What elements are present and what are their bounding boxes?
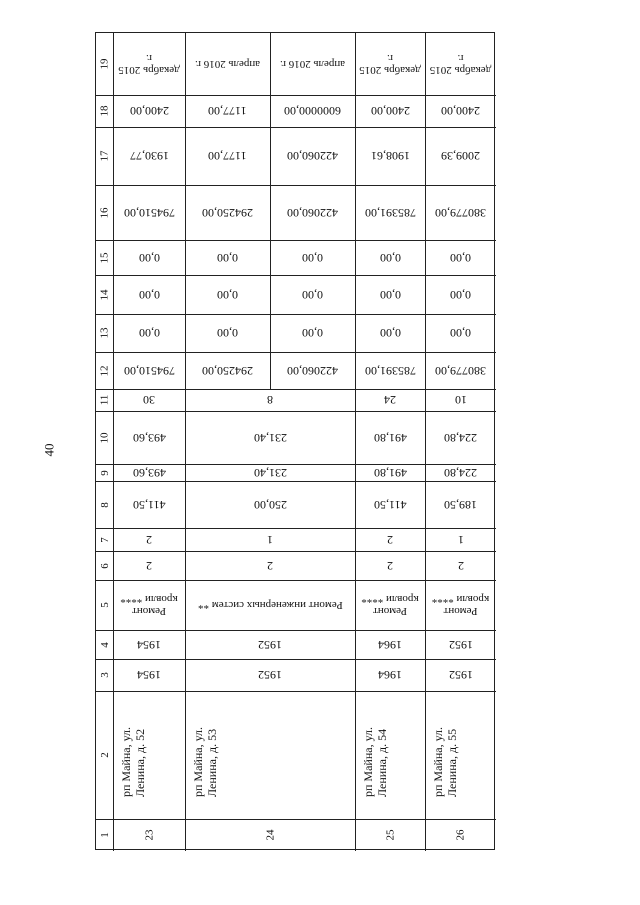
cell-col-4-text: 1952	[258, 637, 282, 652]
cell-col-14-text: 0,00	[138, 287, 160, 302]
cell-col-3	[113, 659, 185, 691]
cell-col-19	[355, 33, 425, 95]
cell-col-14	[425, 275, 496, 314]
cell-col-6-text: 2	[146, 558, 152, 573]
cell-col-19-text: апрель 2016 г.	[279, 58, 346, 70]
header-col-19-text: 19	[98, 58, 111, 70]
cell-col-13	[355, 314, 425, 352]
header-col-5	[96, 580, 113, 630]
address-text: рп Майна, ул. Ленина, д. 55	[431, 726, 459, 797]
cell-col-5	[425, 580, 496, 630]
cell-col-10	[185, 411, 355, 464]
cell-col-11-text: 10	[454, 393, 467, 407]
header-col-5-text: 5	[98, 602, 111, 608]
cell-col-4-text: 1964	[378, 637, 402, 652]
cell-col-8-text: 189,50	[444, 497, 477, 512]
cell-col-16	[270, 185, 355, 240]
cell-col-5	[113, 580, 185, 630]
address-cell	[113, 691, 185, 819]
cell-col-10-text: 491,80	[373, 430, 407, 445]
cell-col-16-text: 785391,00	[364, 205, 416, 220]
cell-col-6-text: 2	[267, 558, 273, 573]
cell-col-9-text: 493,60	[132, 465, 166, 480]
cell-col-17-text: 1930,77	[129, 149, 169, 163]
cell-col-19-text: декабрь 2015 г.	[118, 52, 180, 76]
cell-col-17	[355, 127, 425, 185]
cell-col-4	[355, 630, 425, 659]
cell-col-6-text: 2	[387, 558, 393, 573]
cell-col-9	[425, 464, 496, 481]
cell-col-19	[270, 33, 355, 95]
cell-col-14	[355, 275, 425, 314]
cell-col-14-text: 0,00	[450, 287, 471, 302]
cell-col-8-text: 411,50	[373, 497, 407, 512]
cell-col-17-text: 422060,00	[287, 149, 338, 163]
header-col-15-text: 15	[98, 252, 111, 263]
cell-col-11	[355, 389, 425, 411]
cell-col-14-text: 0,00	[379, 287, 401, 302]
cell-col-16-text: 794510,00	[123, 205, 175, 220]
cell-col-12	[425, 352, 496, 389]
cell-col-16	[355, 185, 425, 240]
header-col-18-text: 18	[98, 105, 111, 117]
cell-col-12	[185, 352, 270, 389]
cell-col-6	[185, 551, 355, 580]
row-number-text: 25	[384, 829, 396, 841]
cell-col-19	[425, 33, 496, 95]
cell-col-8-text: 250,00	[253, 497, 287, 512]
row-number-text: 23	[143, 829, 155, 841]
cell-col-11	[425, 389, 496, 411]
cell-col-18	[185, 95, 270, 127]
cell-col-3	[185, 659, 355, 691]
header-col-1-text: 1	[98, 832, 111, 838]
cell-col-9	[113, 464, 185, 481]
cell-col-18-text: 2400,00	[370, 104, 410, 118]
header-col-2	[96, 691, 113, 819]
cell-col-11-text: 24	[384, 393, 396, 407]
address-text: рп Майна, ул. Ленина, д. 53	[191, 726, 219, 797]
cell-col-10-text: 493,60	[132, 430, 166, 445]
cell-col-6	[425, 551, 496, 580]
header-col-1	[96, 819, 113, 851]
header-col-8	[96, 481, 113, 528]
cell-col-13	[185, 314, 270, 352]
cell-col-9	[185, 464, 355, 481]
cell-col-12-text: 794510,00	[123, 363, 175, 378]
cell-col-18	[425, 95, 496, 127]
cell-col-7	[113, 528, 185, 551]
header-col-18	[96, 95, 113, 127]
cell-col-8-text: 411,50	[132, 497, 166, 512]
cell-col-14	[185, 275, 270, 314]
cell-col-16-text: 422060,00	[287, 205, 338, 220]
cell-col-4-text: 1954	[137, 637, 161, 652]
cell-col-10-text: 224,80	[444, 430, 477, 445]
cell-col-12	[113, 352, 185, 389]
cell-col-13	[425, 314, 496, 352]
cell-col-14	[113, 275, 185, 314]
cell-col-4	[185, 630, 355, 659]
row-number	[355, 819, 425, 851]
cell-col-19	[113, 33, 185, 95]
cell-col-18	[270, 95, 355, 127]
row-number	[185, 819, 355, 851]
page-number: 40	[41, 443, 57, 457]
cell-col-14-text: 0,00	[302, 287, 323, 302]
cell-col-19-text: апрель 2016 г.	[194, 58, 261, 70]
cell-col-3-text: 1954	[137, 668, 161, 682]
header-col-10	[96, 411, 113, 464]
header-col-3-text: 3	[98, 672, 111, 678]
row-number	[113, 819, 185, 851]
cell-col-13	[270, 314, 355, 352]
cell-col-17-text: 1908,61	[370, 149, 410, 163]
cell-col-7	[185, 528, 355, 551]
cell-col-18-text: 1177,00	[208, 104, 247, 118]
cell-col-7-text: 2	[387, 532, 393, 547]
cell-col-11	[113, 389, 185, 411]
header-col-17	[96, 127, 113, 185]
cell-col-11-text: 30	[143, 393, 155, 407]
cell-col-14	[270, 275, 355, 314]
cell-col-7-text: 1	[267, 532, 273, 547]
header-col-19	[96, 33, 113, 95]
cell-col-15	[270, 240, 355, 275]
cell-col-15	[113, 240, 185, 275]
header-col-8-text: 8	[98, 501, 111, 508]
header-col-17-text: 17	[98, 150, 111, 162]
header-col-11-text: 11	[98, 394, 111, 406]
cell-col-5	[355, 580, 425, 630]
cell-col-17-text: 2009,39	[441, 149, 480, 163]
cell-col-15	[425, 240, 496, 275]
cell-col-11	[185, 389, 355, 411]
header-col-4-text: 4	[98, 641, 111, 648]
cell-col-13	[113, 314, 185, 352]
address-cell	[355, 691, 425, 819]
cell-col-7	[355, 528, 425, 551]
cell-col-4	[425, 630, 496, 659]
cell-col-5	[185, 580, 355, 630]
cell-col-19	[185, 33, 270, 95]
cell-col-12	[355, 352, 425, 389]
cell-col-10-text: 231,40	[253, 430, 287, 445]
header-col-9-text: 9	[98, 469, 111, 476]
cell-col-8	[185, 481, 355, 528]
row-number-text: 26	[454, 829, 467, 841]
cell-col-13-text: 0,00	[138, 326, 160, 340]
header-col-4	[96, 630, 113, 659]
header-col-12-text: 12	[98, 365, 111, 376]
address-cell	[425, 691, 496, 819]
cell-col-13-text: 0,00	[450, 326, 471, 340]
cell-col-15-text: 0,00	[302, 250, 323, 265]
cell-col-18-text: 2400,00	[129, 104, 169, 118]
cell-col-13-text: 0,00	[217, 326, 238, 340]
cell-col-18	[113, 95, 185, 127]
header-col-12	[96, 352, 113, 389]
cell-col-10	[113, 411, 185, 464]
cell-col-8	[425, 481, 496, 528]
repair-table	[95, 32, 495, 850]
cell-col-18-text: 2400,00	[441, 104, 480, 118]
cell-col-3	[425, 659, 496, 691]
cell-col-12-text: 294250,00	[202, 363, 253, 378]
cell-col-17	[113, 127, 185, 185]
cell-col-13-text: 0,00	[302, 326, 323, 340]
header-col-9	[96, 464, 113, 481]
cell-col-5-text: Ремонт кровли ****	[361, 593, 419, 617]
cell-col-3-text: 1952	[258, 668, 282, 682]
cell-col-13-text: 0,00	[379, 326, 401, 340]
header-col-2-text: 2	[98, 752, 111, 758]
header-col-16-text: 16	[98, 207, 111, 218]
cell-col-19-text: декабрь 2015 г.	[429, 52, 492, 76]
cell-col-10	[425, 411, 496, 464]
cell-col-8	[113, 481, 185, 528]
header-col-14	[96, 275, 113, 314]
cell-col-15-text: 0,00	[450, 250, 471, 265]
cell-col-7	[425, 528, 496, 551]
cell-col-3	[355, 659, 425, 691]
cell-col-3-text: 1952	[448, 668, 473, 682]
cell-col-12	[270, 352, 355, 389]
cell-col-6	[113, 551, 185, 580]
cell-col-18-text: 6000000,00	[284, 104, 341, 118]
header-col-13-text: 13	[98, 327, 111, 339]
cell-col-4	[113, 630, 185, 659]
cell-col-18	[355, 95, 425, 127]
header-col-15	[96, 240, 113, 275]
cell-col-10	[355, 411, 425, 464]
cell-col-16	[425, 185, 496, 240]
cell-col-5-text: Ремонт инженерных систем **	[197, 599, 343, 611]
cell-col-15-text: 0,00	[379, 250, 401, 265]
header-col-13	[96, 314, 113, 352]
cell-col-7-text: 2	[146, 532, 152, 547]
cell-col-17-text: 1177,00	[208, 149, 247, 163]
cell-col-17	[185, 127, 270, 185]
header-col-7-text: 7	[98, 536, 111, 543]
address-text: рп Майна, ул. Ленина, д. 52	[119, 726, 147, 797]
cell-col-12-text: 422060,00	[287, 363, 338, 378]
address-text: рп Майна, ул. Ленина, д. 54	[361, 726, 389, 797]
cell-col-12-text: 785391,00	[364, 363, 416, 378]
cell-col-5-text: Ремонт кровли ****	[431, 593, 490, 617]
header-col-6	[96, 551, 113, 580]
header-col-6-text: 6	[98, 562, 111, 569]
cell-col-6	[355, 551, 425, 580]
cell-col-9	[355, 464, 425, 481]
cell-col-16	[113, 185, 185, 240]
cell-col-9-text: 224,80	[444, 465, 477, 480]
cell-col-4-text: 1952	[448, 637, 473, 652]
header-col-10-text: 10	[98, 432, 111, 443]
cell-col-5-text: Ремонт кровли ****	[120, 593, 178, 617]
cell-col-19-text: декабрь 2015 г.	[359, 52, 421, 76]
row-number	[425, 819, 496, 851]
row-number-text: 24	[264, 829, 276, 841]
cell-col-12-text: 380779,00	[435, 363, 486, 378]
address-cell	[185, 691, 355, 819]
cell-col-16	[185, 185, 270, 240]
cell-col-17	[270, 127, 355, 185]
cell-col-9-text: 231,40	[253, 465, 287, 480]
cell-col-15-text: 0,00	[217, 250, 238, 265]
cell-col-17	[425, 127, 496, 185]
cell-col-11-text: 8	[267, 393, 273, 407]
cell-col-15	[185, 240, 270, 275]
cell-col-6-text: 2	[457, 558, 464, 573]
cell-col-7-text: 1	[457, 532, 464, 547]
cell-col-16-text: 380779,00	[435, 205, 486, 220]
header-col-14-text: 14	[98, 289, 111, 300]
cell-col-15	[355, 240, 425, 275]
header-col-7	[96, 528, 113, 551]
cell-col-3-text: 1964	[378, 668, 402, 682]
header-col-3	[96, 659, 113, 691]
cell-col-9-text: 491,80	[373, 465, 407, 480]
header-col-16	[96, 185, 113, 240]
header-col-11	[96, 389, 113, 411]
cell-col-14-text: 0,00	[217, 287, 238, 302]
cell-col-15-text: 0,00	[138, 250, 160, 265]
cell-col-16-text: 294250,00	[202, 205, 253, 220]
cell-col-8	[355, 481, 425, 528]
